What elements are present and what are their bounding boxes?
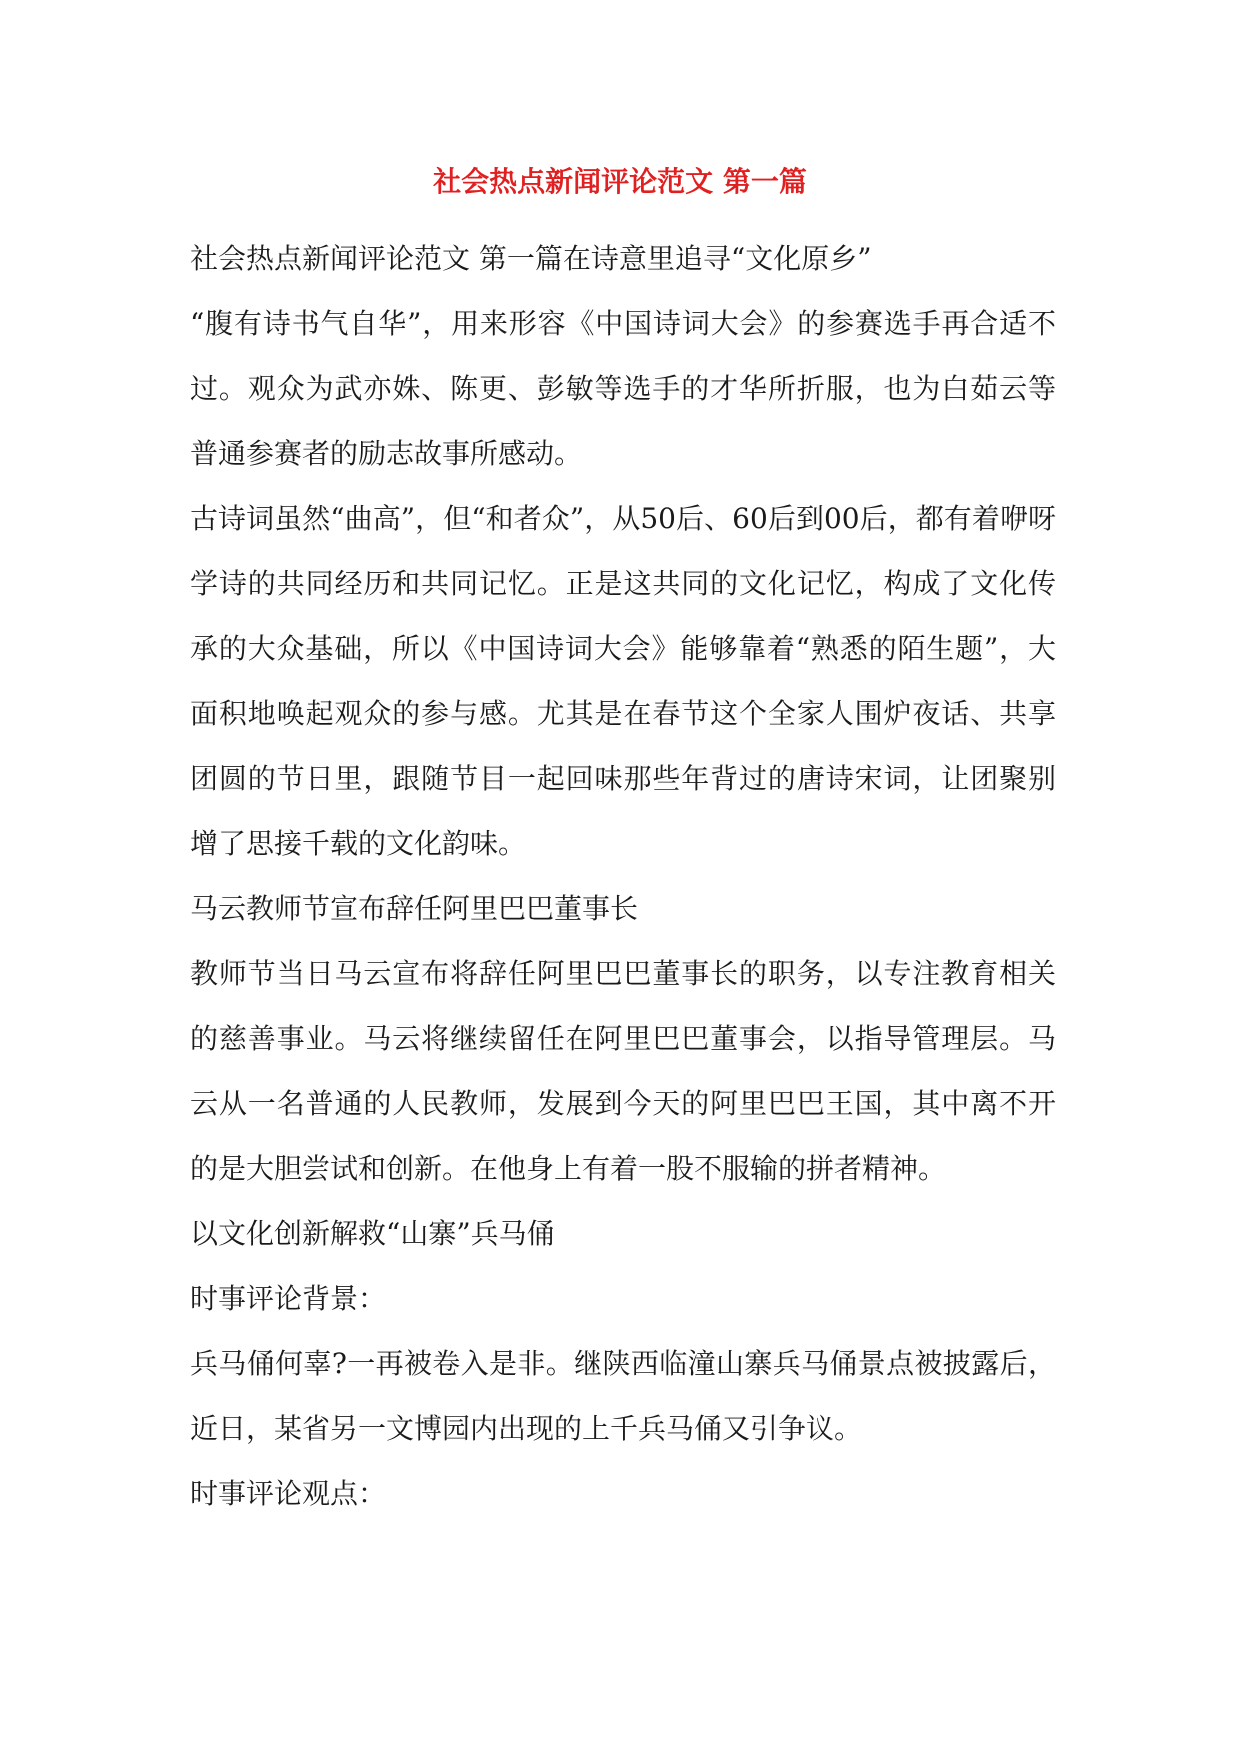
label-background: 时事评论背景： bbox=[190, 1282, 387, 1315]
document-title: 社会热点新闻评论范文 第一篇 bbox=[433, 165, 807, 198]
paragraph-jack-ma: 教师节当日马云宣布将辞任阿里巴巴董事长的职务，以专注教育相关的慈善事业。马云将继续留任在阿里巴巴董事会，以指导管理层。马云从一名普通的人民教师，发展到今天的阿里巴巴王国，其中离不开的是大胆尝试和创新。在他身上有着一股不服输的拼者精神。 bbox=[190, 957, 1056, 1185]
paragraph-terracotta-background: 兵马俑何辜?一再被卷入是非。继陕西临潼山寨兵马俑景点被披露后，近日，某省另一文博园内出现的上千兵马俑又引争议。 bbox=[190, 1347, 1056, 1445]
label-viewpoint: 时事评论观点： bbox=[190, 1477, 387, 1510]
section-heading-jack-ma: 马云教师节宣布辞任阿里巴巴董事长 bbox=[190, 892, 639, 925]
document-body bbox=[190, 226, 1056, 1526]
paragraph-poetry-memory: 古诗词虽然“曲高”，但“和者众”，从50后、60后到00后，都有着咿呀学诗的共同经历和共同记忆。正是这共同的文化记忆，构成了文化传承的大众基础，所以《中国诗词大会》能够靠着“熟悉的陌生题”，大面积地唤起观众的参与感。尤其是在春节这个全家人围炉夜话、共享团圆的节日里，跟随节目一起回味那些年背过的唐诗宋词，让团聚别增了思接千载的文化韵味。 bbox=[190, 502, 1056, 860]
paragraph-poetry-contestants: “腹有诗书气自华”，用来形容《中国诗词大会》的参赛选手再合适不过。观众为武亦姝、陈更、彭敏等选手的才华所折服，也为白茹云等普通参赛者的励志故事所感动。 bbox=[190, 307, 1056, 470]
intro-heading: 社会热点新闻评论范文 第一篇在诗意里追寻“文化原乡” bbox=[190, 242, 872, 275]
section-heading-terracotta: 以文化创新解救“山寨”兵马俑 bbox=[190, 1217, 555, 1250]
